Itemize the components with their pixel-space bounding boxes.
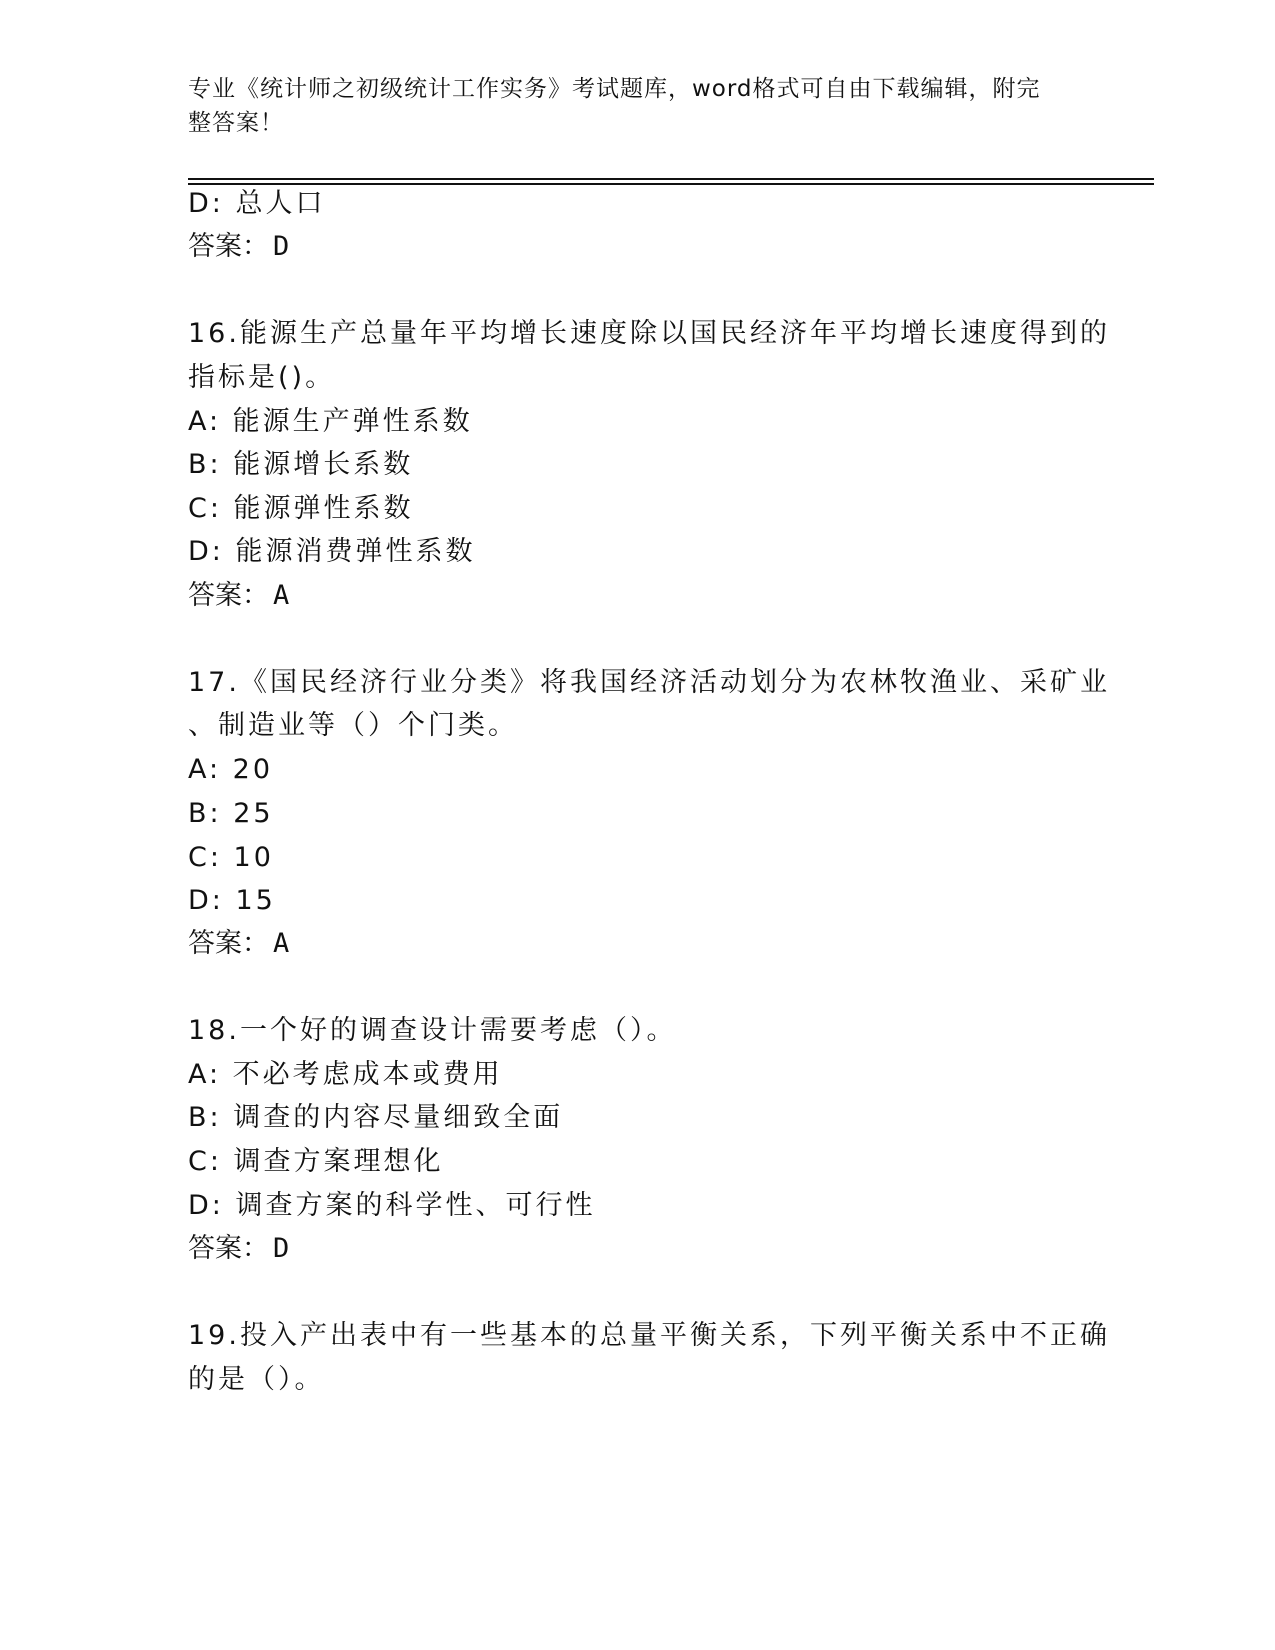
q17-answer: [188, 926, 289, 962]
answer-value: A: [273, 928, 290, 959]
q18-option-d: D: 调查方案的科学性、可行性: [188, 1190, 596, 1221]
q17-option-a: A: 20: [188, 754, 274, 785]
answer-label: 答案：: [188, 928, 269, 959]
q17-option-b: B: 25: [188, 798, 274, 829]
q19-stem-line-1: 19.投入产出表中有一些基本的总量平衡关系，下列平衡关系中不正确: [188, 1320, 1110, 1351]
q16-option-a: A: 能源生产弹性系数: [188, 406, 473, 437]
header-line-1: 专业《统计师之初级统计工作实务》考试题库，word格式可自由下载编辑，附完: [188, 76, 1041, 102]
q16-option-d: D: 能源消费弹性系数: [188, 536, 476, 567]
q17-stem-line-2: 、制造业等（）个门类。: [188, 710, 518, 741]
document-header: [188, 72, 1088, 140]
q18-option-b: B: 调查的内容尽量细致全面: [188, 1102, 564, 1133]
q17-option-d: D: 15: [188, 885, 276, 916]
header-divider-bottom: [188, 183, 1154, 185]
q18-answer: [188, 1231, 289, 1267]
q18-option-c: C: 调查方案理想化: [188, 1146, 444, 1177]
answer-label: 答案：: [188, 231, 269, 262]
answer-value: A: [273, 580, 290, 611]
header-line-2: 整答案！: [188, 110, 284, 136]
q18-stem-line-1: 18.一个好的调查设计需要考虑（）。: [188, 1015, 677, 1046]
q16-stem-line-1: 16.能源生产总量年平均增长速度除以国民经济年平均增长速度得到的: [188, 318, 1110, 349]
header-divider-top: [188, 178, 1154, 180]
q16-option-c: C: 能源弹性系数: [188, 493, 414, 524]
q19-stem-line-2: 的是（）。: [188, 1364, 325, 1395]
q17-stem-line-1: 17.《国民经济行业分类》将我国经济活动划分为农林牧渔业、采矿业: [188, 667, 1110, 698]
q15-answer: [188, 229, 289, 265]
answer-value: D: [273, 1233, 290, 1264]
q16-option-b: B: 能源增长系数: [188, 449, 414, 480]
answer-label: 答案：: [188, 580, 269, 611]
q16-answer: [188, 578, 289, 614]
q15-option-d: D: 总人口: [188, 188, 326, 219]
answer-label: 答案：: [188, 1233, 269, 1264]
q17-option-c: C: 10: [188, 842, 274, 873]
q18-option-a: A: 不必考虑成本或费用: [188, 1059, 503, 1090]
q16-stem-line-2: 指标是()。: [188, 362, 336, 393]
answer-value: D: [273, 231, 290, 262]
